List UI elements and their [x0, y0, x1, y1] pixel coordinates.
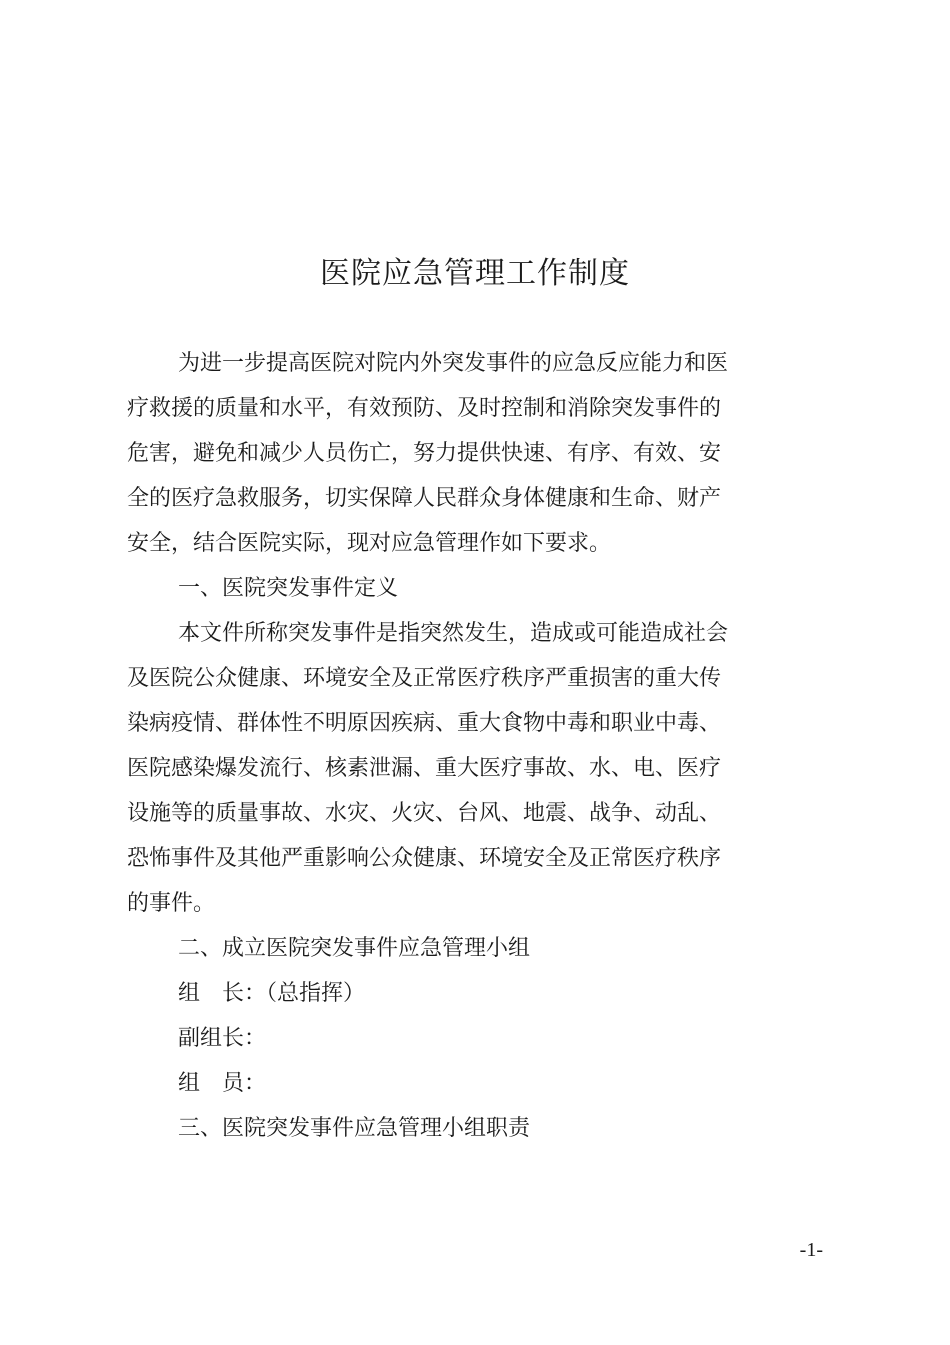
section-1-line-5: 设施等的质量事故、水灾、火灾、台风、地震、战争、动乱、 [127, 801, 722, 826]
document-title: 医院应急管理工作制度 [320, 256, 630, 291]
section-1-line-3: 染病疫情、群体性不明原因疾病、重大食物中毒和职业中毒、 [127, 711, 722, 736]
section-1-line-2: 及医院公众健康、环境安全及正常医疗秩序严重损害的重大传 [127, 666, 722, 691]
section-1-line-4: 医院感染爆发流行、核素泄漏、重大医疗事故、水、电、医疗 [127, 756, 722, 781]
intro-line-5: 安全，结合医院实际，现对应急管理作如下要求。 [127, 531, 612, 556]
page-number: -1- [799, 1239, 823, 1261]
deputy-leader-line: 副组长： [178, 1026, 267, 1051]
intro-line-3: 危害，避免和减少人员伤亡，努力提供快速、有序、有效、安 [127, 441, 722, 466]
section-3-heading: 三、医院突发事件应急管理小组职责 [178, 1116, 531, 1141]
members-line: 组 员： [178, 1071, 267, 1096]
intro-line-1: 为进一步提高医院对院内外突发事件的应急反应能力和医 [178, 351, 729, 376]
section-2-heading: 二、成立医院突发事件应急管理小组 [178, 936, 531, 961]
intro-line-4: 全的医疗急救服务，切实保障人民群众身体健康和生命、财产 [127, 486, 722, 511]
section-1-line-7: 的事件。 [127, 891, 216, 916]
section-1-line-1: 本文件所称突发事件是指突然发生，造成或可能造成社会 [178, 621, 729, 646]
group-leader-line: 组 长：（总指挥） [178, 981, 366, 1006]
section-1-heading: 一、医院突发事件定义 [178, 576, 399, 601]
section-1-line-6: 恐怖事件及其他严重影响公众健康、环境安全及正常医疗秩序 [127, 846, 722, 871]
intro-line-2: 疗救援的质量和水平，有效预防、及时控制和消除突发事件的 [127, 396, 722, 421]
